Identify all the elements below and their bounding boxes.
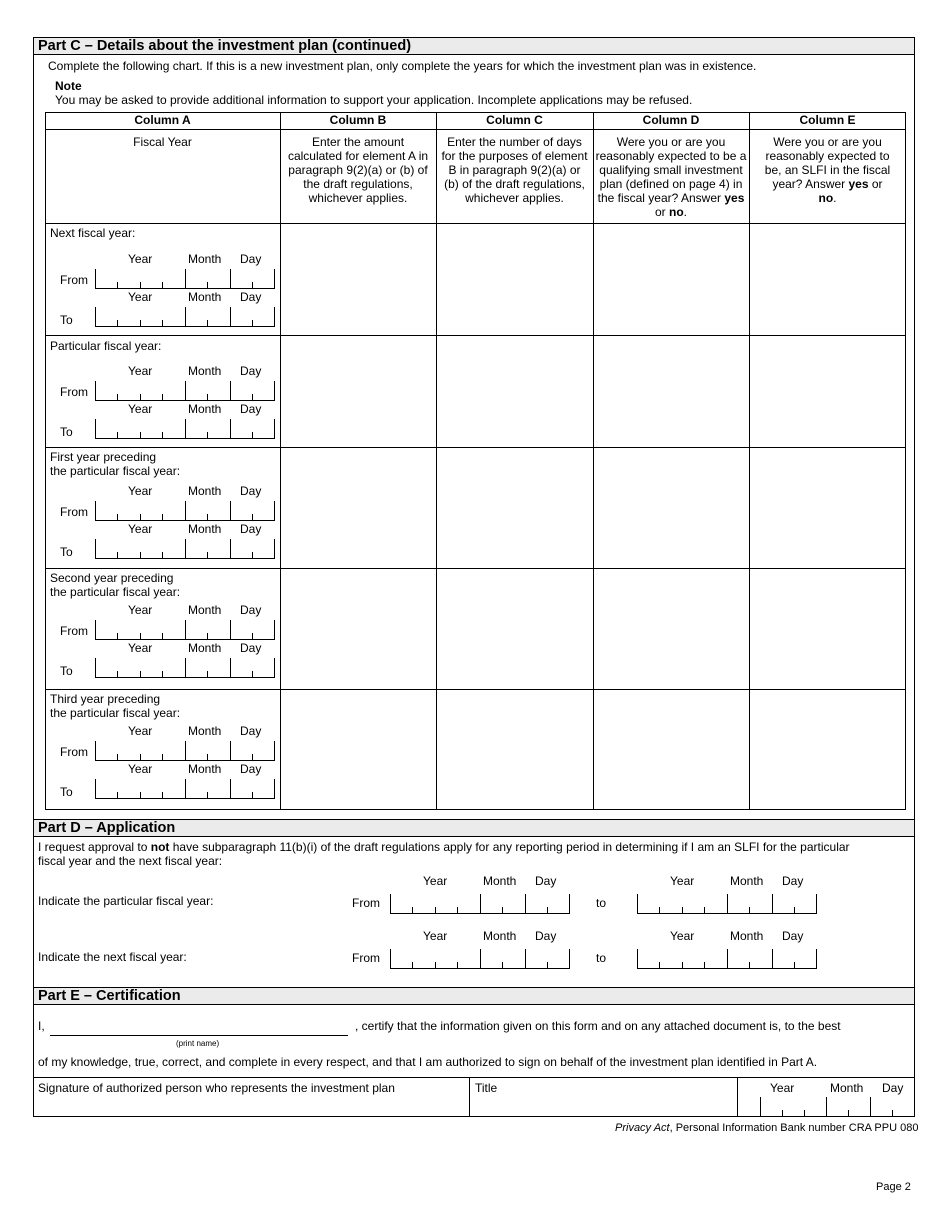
date-month-label: Month xyxy=(188,252,222,266)
column-e-cell[interactable] xyxy=(750,224,905,335)
row-label: Particular fiscal year: xyxy=(50,339,162,353)
column-c-cell[interactable] xyxy=(437,336,593,447)
date-day-label: Day xyxy=(535,874,557,888)
date-day-label: Day xyxy=(782,874,804,888)
column-e-header: Column E xyxy=(799,113,856,127)
date-month-label: Month xyxy=(188,364,222,378)
from-date-field[interactable] xyxy=(390,949,570,969)
date-month-label: Month xyxy=(730,929,764,943)
from-label: From xyxy=(352,951,380,965)
from-date-field[interactable] xyxy=(95,620,275,640)
date-month-label: Month xyxy=(188,603,222,617)
date-day-label: Day xyxy=(240,252,262,266)
date-month-label: Month xyxy=(483,874,517,888)
column-e-description: Were you or are you reasonably expected to be, an SLFI in the fiscal year? Answer yes or no. xyxy=(764,135,891,205)
to-date-field[interactable] xyxy=(95,658,275,678)
column-e-cell[interactable] xyxy=(750,336,905,447)
row-label-2: the particular fiscal year: xyxy=(50,585,181,599)
to-label: To xyxy=(60,425,73,439)
from-date-field[interactable] xyxy=(95,741,275,761)
date-day-label: Day xyxy=(240,290,262,304)
to-date-field[interactable] xyxy=(95,539,275,559)
to-label: to xyxy=(596,896,607,910)
date-day-label: Day xyxy=(240,762,262,776)
from-label: From xyxy=(60,385,88,399)
note-text: You may be asked to provide additional information to support your application. Incomplete applications may be refused. xyxy=(55,93,693,107)
date-day-label: Day xyxy=(782,929,804,943)
date-year-label: Year xyxy=(128,762,153,776)
from-date-field[interactable] xyxy=(390,894,570,914)
date-day-label: Day xyxy=(240,364,262,378)
column-d-description: Were you or are you reasonably expected to be a qualifying small investment plan (defined on page 4) in the fiscal year? Answer yes or no. xyxy=(595,135,747,219)
date-month-label: Month xyxy=(730,874,764,888)
date-year-label: Year xyxy=(670,929,695,943)
certification-date-field[interactable] xyxy=(760,1097,915,1117)
column-b-description: Enter the amount calculated for element A in paragraph 9(2)(a) or (b) of the draft regulations, whichever applies. xyxy=(287,135,429,205)
print-name-field[interactable] xyxy=(50,1035,348,1036)
to-label: To xyxy=(60,785,73,799)
from-date-field[interactable] xyxy=(95,381,275,401)
certify-text: , certify that the information given on this form and on any attached document is, to the best xyxy=(355,1019,841,1033)
certify-text-2: of my knowledge, true, correct, and complete in every respect, and that I am authorized to sign on behalf of the investment plan identified in Part A. xyxy=(38,1055,818,1069)
date-day-label: Day xyxy=(240,603,262,617)
to-date-field[interactable] xyxy=(637,894,817,914)
date-year-label: Year xyxy=(128,603,153,617)
column-d-cell[interactable] xyxy=(594,569,749,689)
note-title: Note xyxy=(55,79,82,93)
from-date-field[interactable] xyxy=(95,269,275,289)
date-year-label: Year xyxy=(128,724,153,738)
from-label: From xyxy=(60,624,88,638)
date-year-label: Year xyxy=(670,874,695,888)
date-month-label: Month xyxy=(188,290,222,304)
to-label: To xyxy=(60,664,73,678)
row-label: Second year preceding xyxy=(50,571,174,585)
part-e-header: Part E – Certification xyxy=(33,987,915,1005)
column-b-cell[interactable] xyxy=(281,336,436,447)
date-year-label: Year xyxy=(128,522,153,536)
to-date-field[interactable] xyxy=(95,307,275,327)
row-label: First year preceding xyxy=(50,450,157,464)
column-c-description: Enter the number of days for the purposes of element B in paragraph 9(2)(a) or (b) of the draft regulations, whichever applies. xyxy=(441,135,588,205)
column-b-cell[interactable] xyxy=(281,569,436,689)
privacy-act-text: Privacy Act, Personal Information Bank number CRA PPU 080 xyxy=(615,1122,919,1134)
to-date-field[interactable] xyxy=(95,779,275,799)
column-b-cell[interactable] xyxy=(281,690,436,809)
from-label: From xyxy=(60,505,88,519)
date-year-label: Year xyxy=(423,929,448,943)
row-label: Next fiscal year: xyxy=(50,226,136,240)
column-d-cell[interactable] xyxy=(594,448,749,568)
column-d-cell[interactable] xyxy=(594,690,749,809)
signature-field[interactable]: Signature of authorized person who represents the investment plan xyxy=(38,1081,395,1095)
column-c-cell[interactable] xyxy=(437,569,593,689)
row-label-2: the particular fiscal year: xyxy=(50,706,181,720)
part-c-intro: Complete the following chart. If this is a new investment plan, only complete the years for which the investment plan was in existence. xyxy=(48,59,757,73)
part-d-request-text-2: fiscal year and the next fiscal year: xyxy=(38,854,223,868)
date-month-label: Month xyxy=(830,1081,864,1095)
to-label: To xyxy=(60,313,73,327)
date-year-label: Year xyxy=(128,402,153,416)
date-month-label: Month xyxy=(188,762,222,776)
page-number: Page 2 xyxy=(876,1181,911,1193)
part-c-header: Part C – Details about the investment plan (continued) xyxy=(33,37,915,55)
title-field[interactable]: Title xyxy=(475,1081,498,1095)
from-label: From xyxy=(352,896,380,910)
from-date-field[interactable] xyxy=(95,501,275,521)
date-day-label: Day xyxy=(240,522,262,536)
column-d-header: Column D xyxy=(642,113,700,127)
column-d-cell[interactable] xyxy=(594,336,749,447)
to-date-field[interactable] xyxy=(637,949,817,969)
column-a-description: Fiscal Year xyxy=(133,135,192,149)
column-e-cell[interactable] xyxy=(750,690,905,809)
date-month-label: Month xyxy=(188,522,222,536)
particular-year-label: Indicate the particular fiscal year: xyxy=(38,894,214,908)
date-month-label: Month xyxy=(188,484,222,498)
date-day-label: Day xyxy=(240,402,262,416)
date-year-label: Year xyxy=(423,874,448,888)
column-b-cell[interactable] xyxy=(281,224,436,335)
date-month-label: Month xyxy=(188,402,222,416)
date-year-label: Year xyxy=(128,252,153,266)
date-day-label: Day xyxy=(240,484,262,498)
i-label: I, xyxy=(38,1019,45,1033)
column-e-cell[interactable] xyxy=(750,569,905,689)
date-day-label: Day xyxy=(535,929,557,943)
column-c-header: Column C xyxy=(486,113,543,127)
to-date-field[interactable] xyxy=(95,419,275,439)
date-year-label: Year xyxy=(128,364,153,378)
row-label-2: the particular fiscal year: xyxy=(50,464,181,478)
date-day-label: Day xyxy=(240,724,262,738)
column-b-cell[interactable] xyxy=(281,448,436,568)
column-b-header: Column B xyxy=(329,113,387,127)
to-label: to xyxy=(596,951,607,965)
part-d-header: Part D – Application xyxy=(33,819,915,837)
part-d-request-text: I request approval to not have subparagraph 11(b)(i) of the draft regulations apply for any reporting period in determining if I am an SLFI for the particular xyxy=(38,840,850,854)
date-year-label: Year xyxy=(128,641,153,655)
date-year-label: Year xyxy=(128,484,153,498)
column-c-cell[interactable] xyxy=(437,448,593,568)
print-name-caption: (print name) xyxy=(176,1039,220,1048)
column-a-header: Column A xyxy=(134,113,191,127)
date-day-label: Day xyxy=(240,641,262,655)
date-month-label: Month xyxy=(188,641,222,655)
date-day-label: Day xyxy=(882,1081,904,1095)
next-year-label: Indicate the next fiscal year: xyxy=(38,950,187,964)
column-c-cell[interactable] xyxy=(437,224,593,335)
column-c-cell[interactable] xyxy=(437,690,593,809)
to-label: To xyxy=(60,545,73,559)
row-label: Third year preceding xyxy=(50,692,161,706)
column-e-cell[interactable] xyxy=(750,448,905,568)
from-label: From xyxy=(60,273,88,287)
date-month-label: Month xyxy=(483,929,517,943)
date-month-label: Month xyxy=(188,724,222,738)
date-year-label: Year xyxy=(128,290,153,304)
date-year-label: Year xyxy=(770,1081,795,1095)
from-label: From xyxy=(60,745,88,759)
column-d-cell[interactable] xyxy=(594,224,749,335)
